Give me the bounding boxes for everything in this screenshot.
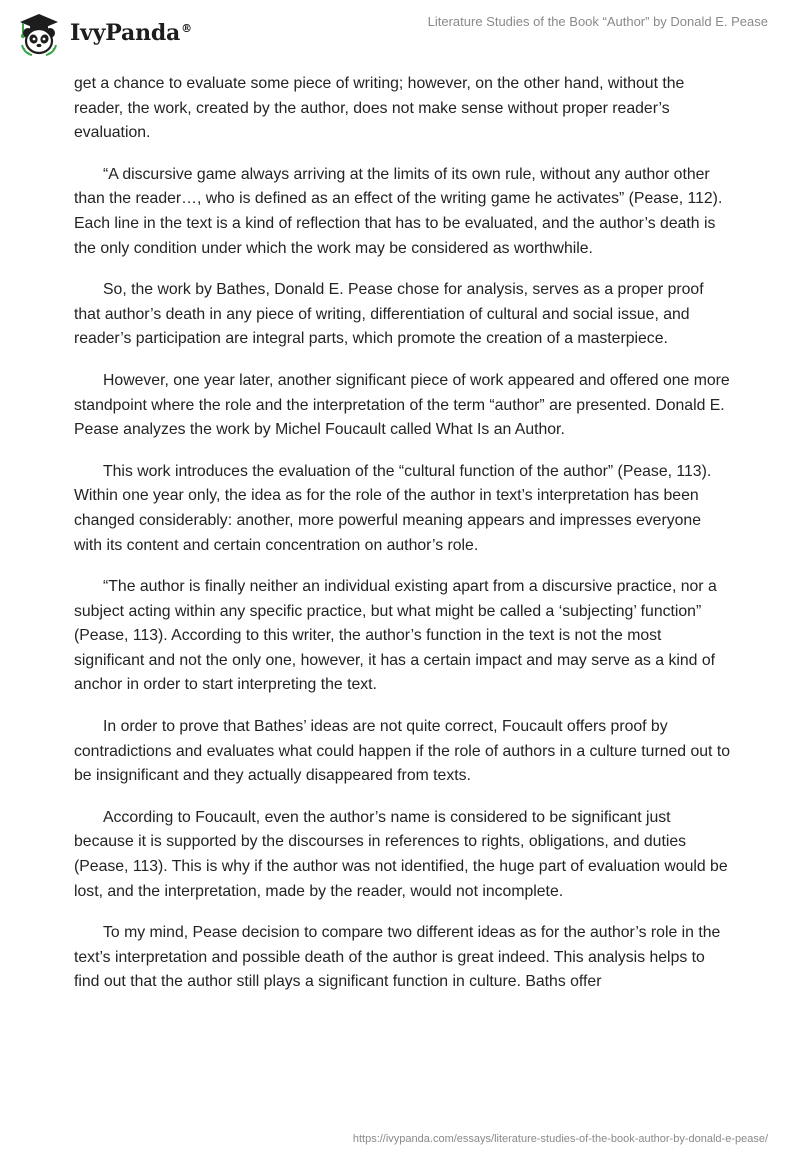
- paragraph: To my mind, Pease decision to compare two different ideas as for the author’s role in the text’s interpretation and possible death of the author is great indeed. This analysis helps to find out that the author still plays a significant function in culture. Baths offer: [74, 924, 721, 991]
- paragraph: This work introduces the evaluation of the “cultural function of the author” (Pease, 113). Within one year only, the idea as for the role of the author in text’s interpretation has been changed considerably: another, more powerful meaning appears and impresses everyone with its content and certain concentration on author’s role.: [74, 462, 712, 554]
- registered-mark: ®: [181, 21, 192, 35]
- paragraph: So, the work by Bathes, Donald E. Pease chose for analysis, serves as a proper proof that author’s death in any piece of writing, differentiation of cultural and social issue, and reader’s participation are integral parts, which promote the creation of a masterpiece.: [74, 281, 704, 348]
- paragraph: “A discursive game always arriving at the limits of its own rule, without any author other than the reader…, who is defined as an effect of the writing game he activates” (Pease, 112). Each line in the text is a kind of reflection that has to be evaluated, and the author’s death is the only condition under which the work may be considered as worthwhile.: [74, 165, 723, 257]
- ivypanda-logo[interactable]: [14, 8, 192, 58]
- paragraph: According to Foucault, even the author’s name is considered to be significant just because it is supported by the discourses in references to rights, obligations, and duties (Pease, 113). This is why if the author was not identified, the huge part of evaluation would be lost, and the interpretation, made by the reader, would not incomplete.: [74, 808, 728, 900]
- paragraph: However, one year later, another significant piece of work appeared and offered one more standpoint where the role and the interpretation of the term “author” are presented. Donald E. Pease analyzes the work by Michel Foucault called What Is an Author.: [74, 371, 730, 439]
- panda-graduate-icon: [14, 9, 64, 57]
- document-title: Literature Studies of the Book “Author” by Donald E. Pease: [427, 14, 768, 29]
- logo-wordmark: IvyPanda®: [70, 20, 192, 46]
- paragraph: In order to prove that Bathes’ ideas are not quite correct, Foucault offers proof by contradictions and evaluates what could happen if the role of authors in a culture turned out to be insignificant and they actually disappeared from texts.: [74, 718, 730, 785]
- page-header: [0, 0, 800, 66]
- source-url[interactable]: https://ivypanda.com/essays/literature-studies-of-the-book-author-by-donald-e-pease/: [352, 1133, 768, 1145]
- essay-body: [74, 72, 730, 1012]
- paragraph: “The author is finally neither an individual existing apart from a discursive practice, nor a subject acting within any specific practice, but what might be called a ‘subjecting’ function” (Pease, 113). According to this writer, the author’s function in the text is not the most significant and not the only one, however, it has a certain impact and may serve as a kind of anchor in order to start interpreting the text.: [74, 578, 717, 694]
- paragraph: get a chance to evaluate some piece of writing; however, on the other hand, without the reader, the work, created by the author, does not make sense without proper reader’s evaluation.: [74, 75, 685, 142]
